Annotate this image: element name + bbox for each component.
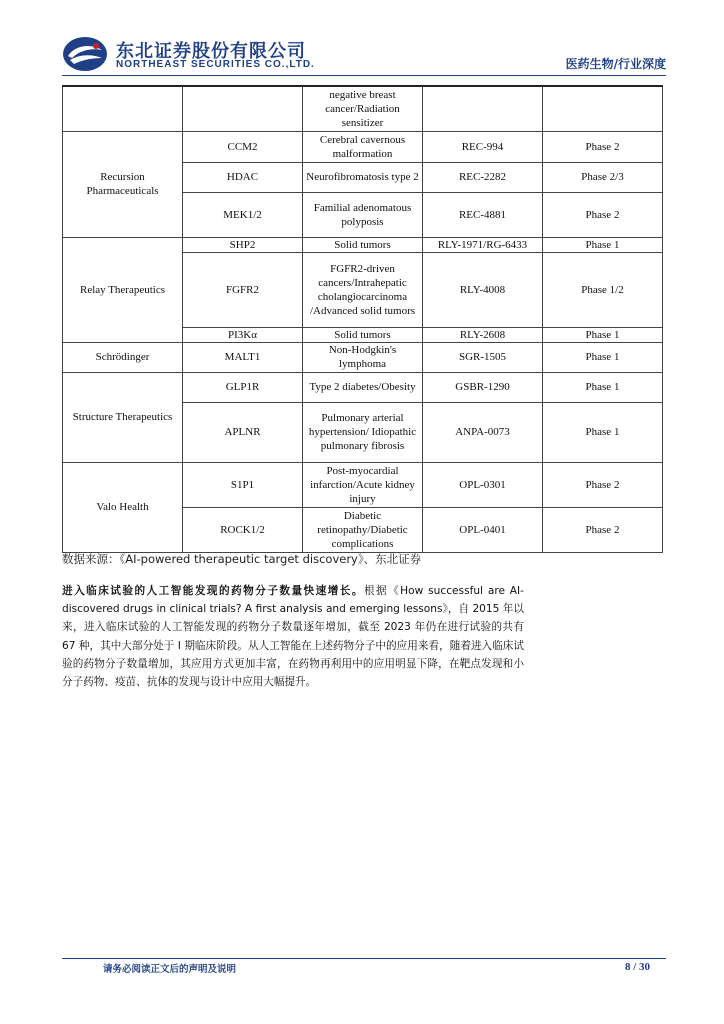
indication-cell: Solid tumors — [303, 327, 423, 342]
indication-cell: Solid tumors — [303, 237, 423, 252]
molecule-cell: ANPA-0073 — [423, 402, 543, 462]
indication-cell: Type 2 diabetes/Obesity — [303, 372, 423, 402]
molecule-cell: REC-994 — [423, 131, 543, 162]
company-cell: Valo Health — [63, 462, 183, 552]
indication-cell: Non-Hodgkin's lymphoma — [303, 342, 423, 372]
phase-cell: Phase 1 — [543, 237, 663, 252]
table-cell — [183, 86, 303, 131]
table-row — [63, 237, 663, 252]
target-cell: CCM2 — [183, 131, 303, 162]
table-cell — [543, 86, 663, 131]
molecule-cell: RLY-1971/RG-6433 — [423, 237, 543, 252]
table-cell — [63, 86, 183, 131]
phase-cell: Phase 1/2 — [543, 252, 663, 327]
company-name-en: NORTHEAST SECURITIES CO.,LTD. — [116, 59, 315, 70]
indication-cell: FGFR2-driven cancers/Intrahepatic cholangiocarcinoma /Advanced solid tumors — [303, 252, 423, 327]
molecule-cell: SGR-1505 — [423, 342, 543, 372]
phase-cell: Phase 2 — [543, 131, 663, 162]
indication-cell: Cerebral cavernous malformation — [303, 131, 423, 162]
target-cell: HDAC — [183, 162, 303, 192]
molecule-cell: REC-2282 — [423, 162, 543, 192]
footer-disclaimer: 请务必阅读正文后的声明及说明 — [103, 964, 237, 975]
target-cell: APLNR — [183, 402, 303, 462]
table-row — [63, 86, 663, 131]
header-divider — [62, 75, 666, 76]
table-row — [63, 462, 663, 507]
phase-cell: Phase 2 — [543, 507, 663, 552]
target-cell: S1P1 — [183, 462, 303, 507]
company-cell: Relay Therapeutics — [63, 237, 183, 342]
target-cell: PI3Kα — [183, 327, 303, 342]
phase-cell: Phase 2 — [543, 462, 663, 507]
paragraph-body: 根据《How successful are AI-discovered drugs in clinical trials? A first analysis and emerging lessons》，自 2015 年以来，进入临床试验的人工智能发现的药物分子数量逐年增加，截至 2023 年仍在进行试验的共有 67 种，其中大部分处于 I 期临床阶段。从人工智能在上述药物分子中的应用来看，随着进入临床试验的药物分子数量增加，其应用方式更加丰富，在药物再利用中的应用明显下降，在靶点发现和小分子药物、疫苗、抗体的发现与设计中应用大幅提升。 — [62, 585, 525, 689]
indication-cell: Post-myocardial infarction/Acute kidney injury — [303, 462, 423, 507]
molecule-cell: RLY-2608 — [423, 327, 543, 342]
phase-cell: Phase 1 — [543, 372, 663, 402]
body-paragraph — [62, 582, 524, 691]
pipeline-table — [62, 85, 663, 553]
phase-cell: Phase 2 — [543, 192, 663, 237]
northeast-securities-logo-icon — [62, 36, 108, 72]
target-cell: ROCK1/2 — [183, 507, 303, 552]
phase-cell: Phase 2/3 — [543, 162, 663, 192]
table-row — [63, 372, 663, 402]
molecule-cell: REC-4881 — [423, 192, 543, 237]
page-header — [62, 28, 666, 78]
paragraph-lead: 进入临床试验的人工智能发现的药物分子数量快速增长。 — [62, 585, 364, 597]
company-name-cn: 东北证券股份有限公司 — [116, 41, 306, 62]
phase-cell: Phase 1 — [543, 342, 663, 372]
molecule-cell: OPL-0401 — [423, 507, 543, 552]
page-number: 8 / 30 — [624, 961, 650, 973]
table-cell — [423, 86, 543, 131]
footer-divider — [62, 958, 666, 959]
company-cell: Recursion Pharmaceuticals — [63, 131, 183, 237]
table-cell: negative breast cancer/Radiation sensitizer — [303, 86, 423, 131]
table-row — [63, 131, 663, 162]
target-cell: MEK1/2 — [183, 192, 303, 237]
molecule-cell: RLY-4008 — [423, 252, 543, 327]
table-source-note: 数据来源：《AI-powered therapeutic target discovery》、东北证券 — [62, 552, 422, 566]
indication-cell: Familial adenomatous polyposis — [303, 192, 423, 237]
target-cell: MALT1 — [183, 342, 303, 372]
molecule-cell: OPL-0301 — [423, 462, 543, 507]
target-cell: GLP1R — [183, 372, 303, 402]
company-cell: Schrödinger — [63, 342, 183, 372]
indication-cell: Diabetic retinopathy/Diabetic complications — [303, 507, 423, 552]
molecule-cell: GSBR-1290 — [423, 372, 543, 402]
target-cell: SHP2 — [183, 237, 303, 252]
company-cell: Structure Therapeutics — [63, 372, 183, 462]
target-cell: FGFR2 — [183, 252, 303, 327]
phase-cell: Phase 1 — [543, 402, 663, 462]
report-type: 医药生物/行业深度 — [565, 57, 666, 71]
indication-cell: Neurofibromatosis type 2 — [303, 162, 423, 192]
phase-cell: Phase 1 — [543, 327, 663, 342]
indication-cell: Pulmonary arterial hypertension/ Idiopathic pulmonary fibrosis — [303, 402, 423, 462]
table-row — [63, 342, 663, 372]
